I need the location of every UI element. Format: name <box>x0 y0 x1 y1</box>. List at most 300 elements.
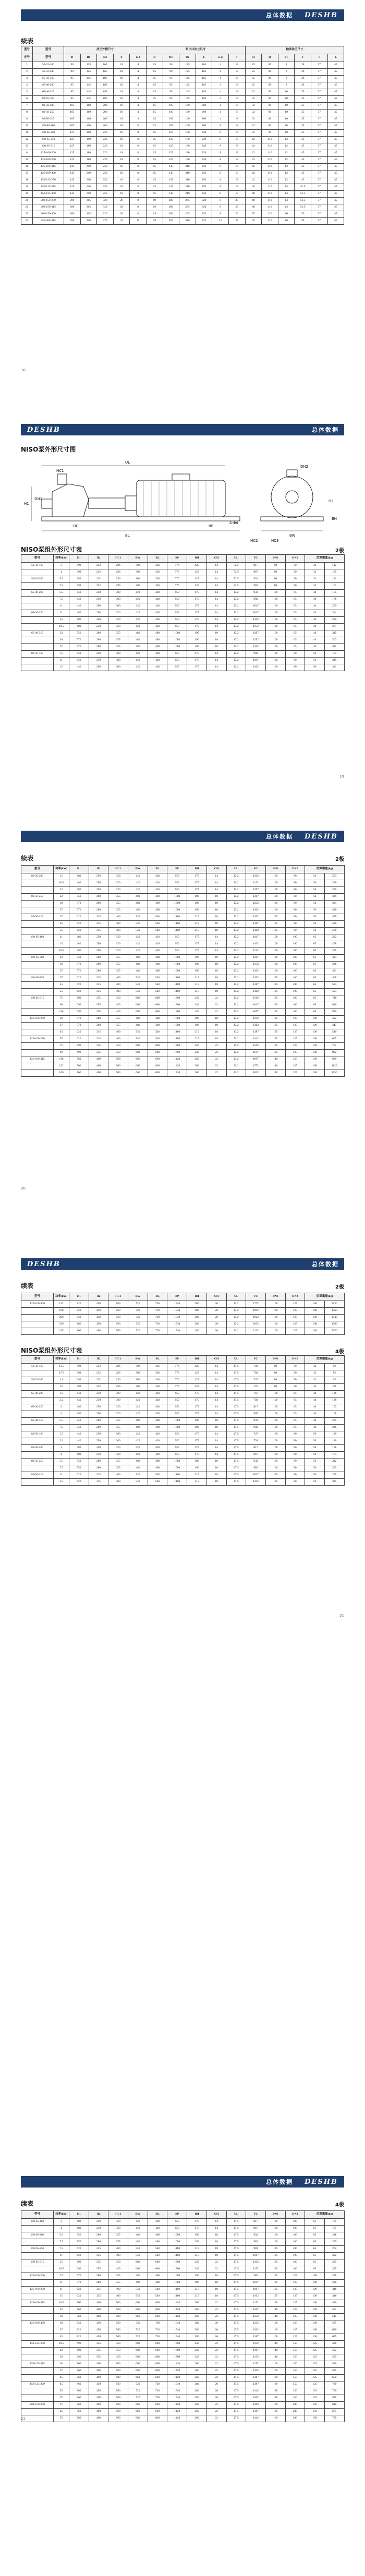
table-cell: 180 <box>80 157 97 164</box>
table-cell: 7.5 <box>54 2239 69 2246</box>
table-cell: 315 <box>89 982 108 989</box>
table-cell: 500 <box>108 2314 128 2320</box>
table-cell: 320 <box>108 941 128 948</box>
page-header-bar <box>21 9 344 21</box>
table-cell: 125 <box>285 2334 305 2341</box>
table-cell: 140 <box>265 2314 285 2320</box>
dimension-label: BW <box>289 533 296 538</box>
table-cell: 660 <box>128 2307 148 2314</box>
table-cell: 13.2 <box>226 664 246 671</box>
table-cell: 1302 <box>246 2327 266 2334</box>
table-cell: 226 <box>324 1425 344 1431</box>
dimension-table <box>21 46 344 225</box>
table-cell: 540 <box>128 928 148 934</box>
table-cell: 95 <box>64 89 81 96</box>
table-cell: 190 <box>187 968 207 975</box>
table-cell: 932 <box>246 590 266 597</box>
table-cell: 65 <box>305 1009 325 1016</box>
table-cell: 160 <box>265 2334 285 2341</box>
table-cell: 298 <box>324 2280 344 2287</box>
table-cell: 22 <box>206 2300 226 2307</box>
table-cell: 4 <box>54 2226 69 2232</box>
table-cell: 125-100-315 <box>21 2300 54 2307</box>
table-cell: 4 <box>130 76 147 82</box>
table-cell: 280 <box>89 2239 108 2246</box>
table-cell: 37 <box>311 62 327 69</box>
table-cell: 125 <box>265 1002 285 1009</box>
table-cell: 18 <box>206 1465 226 1472</box>
column-header: BL <box>148 866 167 873</box>
table-cell <box>21 2314 54 2320</box>
table-cell: 190 <box>187 637 207 644</box>
table-cell: 105 <box>163 116 179 123</box>
table-cell: 1180 <box>167 1029 187 1036</box>
table-cell: 26 <box>206 2327 226 2334</box>
table-cell: 190 <box>187 955 207 962</box>
table-cell: 35 <box>295 116 311 123</box>
table-cell: 520 <box>324 921 344 928</box>
table-cell: 72.5 <box>226 563 246 569</box>
table-cell: 1180 <box>167 989 187 995</box>
table-cell: 560 <box>108 2388 128 2395</box>
table-cell: 367 <box>324 637 344 644</box>
table-cell: 185 <box>196 89 212 96</box>
table-header-row <box>21 866 345 873</box>
table-cell: 105 <box>64 116 81 123</box>
table-cell: 100 <box>265 1411 285 1418</box>
table-cell: 1252 <box>246 2361 266 2368</box>
table-cell: 280 <box>89 1465 108 1472</box>
table-cell: 720 <box>128 2388 148 2395</box>
table-row <box>21 995 345 1002</box>
table-cell: 860 <box>69 1328 89 1335</box>
table-cell: 932 <box>246 1459 266 1465</box>
table-cell: 13.2 <box>226 962 246 968</box>
table-cell: 100 <box>285 948 305 955</box>
column-header: H1 <box>69 1293 89 1301</box>
table-cell: 20 <box>21 191 33 198</box>
table-cell: 125 <box>265 914 285 921</box>
table-cell: 18 <box>206 2239 226 2246</box>
table-cell: 300 <box>108 603 128 610</box>
table-cell: 1102 <box>246 617 266 624</box>
table-cell <box>21 948 54 955</box>
table-cell: 11 <box>21 130 33 137</box>
table-cell: 240 <box>187 2348 207 2354</box>
table-cell: 22 <box>206 2402 226 2409</box>
table-cell: 45 <box>295 171 311 177</box>
table-cell: 65 <box>285 1404 305 1411</box>
table-cell: 447 <box>324 1023 344 1029</box>
column-group-header: 泵出口法兰尺寸 <box>147 46 246 54</box>
table-cell: 400 <box>89 2409 108 2415</box>
table-cell: 180 <box>265 2395 285 2402</box>
table-cell: 1387 <box>246 982 266 989</box>
table-row <box>21 2300 345 2307</box>
table-cell: 45 <box>327 89 344 96</box>
table-cell: 140 <box>265 2341 285 2348</box>
table-cell: 760 <box>69 2375 89 2381</box>
table-cell: 40 <box>305 637 325 644</box>
table-cell: 14 <box>206 1377 226 1384</box>
table-cell: 260 <box>187 1063 207 1070</box>
table-cell: 550 <box>69 2239 89 2246</box>
table-cell: 320 <box>97 204 114 211</box>
table-cell: 210 <box>80 177 97 184</box>
table-cell: 47.5 <box>226 2375 246 2381</box>
table-row <box>21 96 344 103</box>
table-cell: 175 <box>187 880 207 887</box>
column-header: l1 <box>262 54 278 62</box>
table-cell: 480 <box>148 1016 167 1023</box>
table-cell: 45 <box>327 191 344 198</box>
table-cell: 125 <box>285 1029 305 1036</box>
table-cell: 18 <box>113 116 130 123</box>
table-cell: 45 <box>327 62 344 69</box>
page-19 <box>0 415 365 790</box>
table-cell: 47.5 <box>226 1452 246 1459</box>
column-header: BP <box>167 866 187 873</box>
table-cell: 48 <box>245 191 262 198</box>
table-cell: 468 <box>324 975 344 982</box>
table-cell: 420 <box>148 2226 167 2232</box>
table-cell: 1120 <box>324 1063 344 1070</box>
dimension-label: DN2 <box>300 465 309 469</box>
table-cell: 280 <box>89 968 108 975</box>
table-cell: 480 <box>69 2226 89 2232</box>
table-cell: 4 <box>130 110 147 116</box>
table-cell: 15 <box>147 177 163 184</box>
column-header: DN2 <box>285 2211 305 2219</box>
column-header: H2 <box>89 866 108 873</box>
section-title: NISO泵外形尺寸图 <box>21 446 76 453</box>
table-cell: 185 <box>97 96 114 103</box>
table-cell: 355 <box>108 1023 128 1029</box>
table-cell: 1.5 <box>54 1431 69 1438</box>
table-row <box>21 204 344 211</box>
table-cell: 152 <box>324 1404 344 1411</box>
table-cell: 250 <box>97 191 114 198</box>
table-cell: 55 <box>54 1036 69 1043</box>
table-cell: 720 <box>148 2388 167 2395</box>
section-title: 续表 <box>21 2200 34 2207</box>
table-cell: 280 <box>89 637 108 644</box>
column-header: BH <box>187 555 207 563</box>
table-cell: 950 <box>167 2219 187 2226</box>
table-cell: 480 <box>148 2280 167 2287</box>
table-cell: 1080 <box>167 630 187 637</box>
table-cell: 12 <box>130 218 147 225</box>
table-cell: 95 <box>163 82 179 89</box>
column-header: BL <box>148 1293 167 1301</box>
table-cell <box>21 2409 54 2415</box>
table-cell: 420 <box>148 2219 167 2226</box>
table-cell: 100 <box>265 1431 285 1438</box>
table-cell: 3 <box>21 76 33 82</box>
table-cell: 500 <box>108 2402 128 2409</box>
table-cell: 45 <box>54 2375 69 2381</box>
table-cell: 160 <box>265 2320 285 2327</box>
table-cell: 110 <box>54 1009 69 1016</box>
table-cell: 30 <box>54 637 69 644</box>
table-cell: 100 <box>305 1301 325 1308</box>
page-20 <box>0 821 365 1197</box>
table-cell: 20 <box>228 204 245 211</box>
table-cell: 747 <box>246 1391 266 1398</box>
table-cell: 440 <box>69 1431 89 1438</box>
table-cell <box>21 982 54 989</box>
table-cell: 32 <box>245 116 262 123</box>
table-cell: 55 <box>54 928 69 934</box>
table-cell: 300 <box>128 1364 148 1370</box>
table-cell: 334 <box>324 955 344 962</box>
table-cell: 47.5 <box>226 2253 246 2259</box>
table-cell: 80 <box>285 1431 305 1438</box>
table-cell: 224 <box>324 610 344 617</box>
table-cell: 420 <box>128 934 148 941</box>
table-cell: 110 <box>262 184 278 191</box>
table-cell: 355 <box>108 1465 128 1472</box>
table-cell: 4 <box>130 96 147 103</box>
table-cell: 440 <box>69 651 89 658</box>
table-cell: 18 <box>206 1029 226 1036</box>
table-cell: 50 <box>305 887 325 894</box>
table-cell: 420 <box>148 1404 167 1411</box>
table-cell <box>21 1452 54 1459</box>
table-cell: 620 <box>69 1029 89 1036</box>
table-cell: 47.5 <box>226 2307 246 2314</box>
table-cell: 15 <box>21 157 33 164</box>
table-cell: 4 <box>130 116 147 123</box>
table-cell: 258 <box>324 941 344 948</box>
table-cell: 125 <box>187 576 207 583</box>
table-cell: 1302 <box>246 1023 266 1029</box>
table-cell: 329 <box>324 894 344 901</box>
table-cell: 8 <box>212 171 229 177</box>
table-cell: 660 <box>128 2300 148 2307</box>
table-cell: 450 <box>108 1043 128 1050</box>
table-cell: 160 <box>80 103 97 110</box>
table-cell: 32 <box>245 89 262 96</box>
table-cell: 720 <box>128 2395 148 2402</box>
table-cell: 40 <box>305 617 325 624</box>
table-cell: 13.2 <box>226 928 246 934</box>
table-cell: 13.2 <box>226 617 246 624</box>
table-cell: 37 <box>311 171 327 177</box>
table-cell: 600 <box>148 1002 167 1009</box>
table-cell: 400 <box>108 982 128 989</box>
table-cell: 540 <box>148 2246 167 2253</box>
table-cell: 277 <box>324 624 344 630</box>
table-cell: 560 <box>108 2395 128 2402</box>
table-cell: 315 <box>89 1472 108 1479</box>
table-cell: 14 <box>206 664 226 671</box>
table-cell: 14 <box>206 583 226 590</box>
table-cell: 280 <box>89 1459 108 1465</box>
section-title: 续表 <box>21 855 34 862</box>
table-cell: 550 <box>69 1418 89 1425</box>
table-cell: 22 <box>206 2259 226 2266</box>
table-cell: 125 <box>324 569 344 576</box>
table-cell: 80-50-160 <box>21 1431 54 1438</box>
table-cell: 125-100-250 <box>21 1036 54 1043</box>
table-row <box>21 1070 345 1077</box>
table-cell: 47.5 <box>226 1411 246 1418</box>
table-cell: 7.5 <box>54 583 69 590</box>
table-cell: 1420 <box>167 2409 187 2415</box>
table-cell: 105 <box>163 110 179 116</box>
table-cell: 180 <box>179 150 196 157</box>
table-row <box>21 2307 345 2314</box>
table-cell: 125 <box>285 1043 305 1050</box>
table-cell: 8 <box>278 69 295 76</box>
column-group-header: 法兰外接尺寸 <box>64 46 147 54</box>
table-cell: 125 <box>163 130 179 137</box>
table-cell: 760 <box>69 2361 89 2368</box>
table-cell: 160 <box>265 2368 285 2375</box>
table-cell: 1562 <box>246 995 266 1002</box>
table-cell: 600 <box>148 1043 167 1050</box>
table-cell: 336 <box>148 583 167 590</box>
table-cell <box>21 2368 54 2375</box>
page-number: 20 <box>21 1186 26 1190</box>
table-cell: 215 <box>187 921 207 928</box>
table-cell: 125 <box>163 143 179 150</box>
table-row <box>21 2395 345 2402</box>
table-cell: 315 <box>89 2293 108 2300</box>
table-cell: 190 <box>187 1023 207 1029</box>
table-cell: 50 <box>305 1445 325 1452</box>
table-cell: 132 <box>54 1301 69 1308</box>
table-cell: 145 <box>163 191 179 198</box>
table-cell: 18 <box>228 184 245 191</box>
table-cell: 100 <box>265 2239 285 2246</box>
table-cell: 320 <box>196 204 212 211</box>
table-cell: 13.2 <box>226 1050 246 1056</box>
table-cell: 355 <box>108 894 128 901</box>
table-cell: 515 <box>324 2314 344 2320</box>
table-cell: 1047 <box>246 2287 266 2293</box>
table-cell: 18 <box>113 137 130 143</box>
table-cell: 145 <box>64 164 81 171</box>
table-cell: 480 <box>69 1452 89 1459</box>
table-cell: 22 <box>206 2314 226 2320</box>
table-cell: 80-50-200 <box>33 103 64 110</box>
table-cell: 420 <box>148 617 167 624</box>
table-cell: 51.5 <box>295 198 311 204</box>
table-cell: 250 <box>89 1411 108 1418</box>
table-cell: 250 <box>89 941 108 948</box>
table-cell: 420 <box>148 880 167 887</box>
table-cell: 160 <box>54 1308 69 1315</box>
table-cell: 125 <box>265 1479 285 1486</box>
table-cell: 47.5 <box>226 2341 246 2348</box>
table-cell <box>21 597 54 603</box>
table-cell: 1540 <box>167 2395 187 2402</box>
table-cell: 540 <box>128 989 148 995</box>
table-cell: 500 <box>108 2307 128 2314</box>
table-row <box>21 576 345 583</box>
table-cell: 600 <box>128 2348 148 2354</box>
table-cell: 125 <box>265 2259 285 2266</box>
table-cell: 45 <box>327 137 344 143</box>
table-cell: 720 <box>148 2327 167 2334</box>
table-cell: 730 <box>324 2381 344 2388</box>
column-header: UL <box>226 1356 246 1364</box>
table-cell: 8 <box>278 76 295 82</box>
table-cell: 346 <box>324 2293 344 2300</box>
table-cell: 45 <box>327 110 344 116</box>
table-cell: 300 <box>108 1431 128 1438</box>
table-cell: 1207 <box>246 2307 266 2314</box>
table-row <box>21 603 345 610</box>
table-cell: 183 <box>324 651 344 658</box>
table-cell: 35 <box>295 103 311 110</box>
table-cell: 14 <box>206 880 226 887</box>
table-row <box>21 982 345 989</box>
table-cell <box>21 2280 54 2287</box>
table-cell: 8 <box>212 143 229 150</box>
table-cell: 18 <box>228 143 245 150</box>
table-cell: 190 <box>187 907 207 914</box>
table-cell <box>21 2388 54 2395</box>
table-cell: 14 <box>206 590 226 597</box>
table-cell: 15 <box>147 143 163 150</box>
table-cell: 45 <box>327 116 344 123</box>
table-cell: 185 <box>196 82 212 89</box>
table-cell: 2.2 <box>54 1438 69 1445</box>
table-cell: 125 <box>64 150 81 157</box>
table-row <box>21 1398 345 1404</box>
table-cell: 160 <box>179 103 196 110</box>
table-cell: 35 <box>295 96 311 103</box>
table-row <box>21 2320 345 2327</box>
table-cell: 300 <box>128 563 148 569</box>
table-cell: 45 <box>295 164 311 171</box>
table-cell <box>21 989 54 995</box>
table-cell: 140 <box>324 1438 344 1445</box>
table-cell: 140 <box>265 1056 285 1063</box>
table-cell: 540 <box>128 982 148 989</box>
table-cell: 817 <box>246 1404 266 1411</box>
table-cell: 100 <box>265 968 285 975</box>
table-cell: 20 <box>228 211 245 218</box>
table-cell: 21 <box>21 198 33 204</box>
table-cell: 1617 <box>246 1050 266 1056</box>
table-cell: 14 <box>206 1398 226 1404</box>
table-cell: 65 <box>305 989 325 995</box>
table-cell: 950 <box>167 873 187 880</box>
table-header-row <box>21 555 345 563</box>
table-cell: 450 <box>89 2388 108 2395</box>
table-cell: 190 <box>187 630 207 637</box>
table-cell: 400 <box>89 2361 108 2368</box>
table-cell: 145 <box>179 82 196 89</box>
table-cell: 26 <box>206 2395 226 2402</box>
table-cell: 540 <box>128 2253 148 2259</box>
table-cell: 260 <box>187 2368 207 2375</box>
table-cell: 175 <box>187 1391 207 1398</box>
table-cell: 37 <box>54 975 69 982</box>
column-header: 功率(kW) <box>54 1356 69 1364</box>
table-cell: 1387 <box>246 1029 266 1036</box>
table-cell: 450 <box>108 995 128 1002</box>
table-cell: 690 <box>69 1050 89 1056</box>
table-cell: 215 <box>324 658 344 664</box>
table-cell: 1832 <box>246 1308 266 1315</box>
table-cell: 50 <box>305 1438 325 1445</box>
table-cell: 18 <box>206 928 226 934</box>
